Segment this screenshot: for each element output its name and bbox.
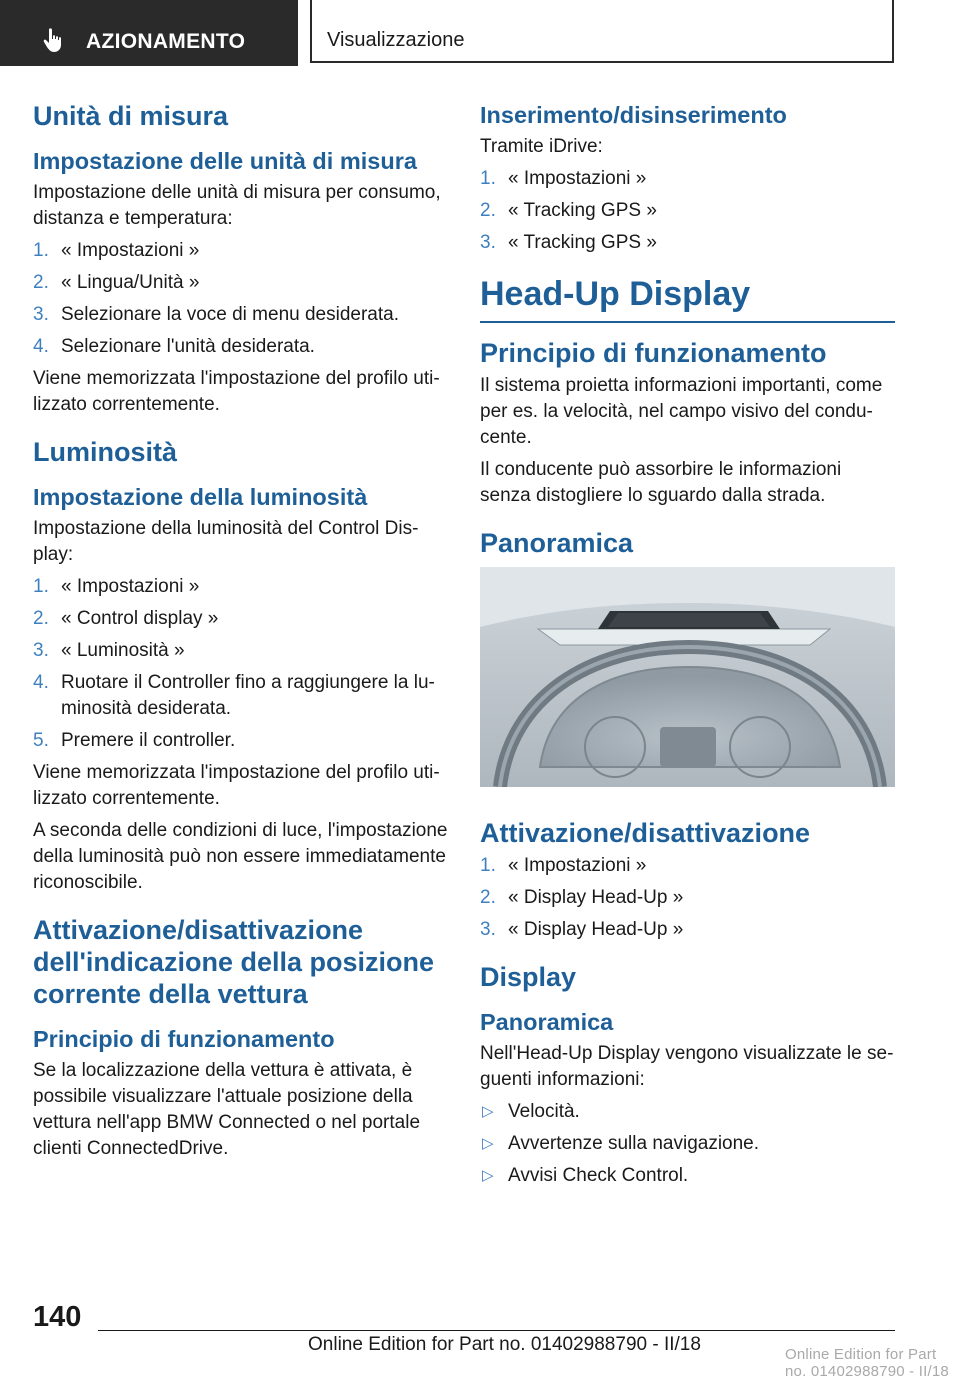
triangle-bullet-icon: ▷ bbox=[482, 1135, 494, 1152]
page-header bbox=[0, 0, 960, 66]
list-item: 2. « Display Head-Up » bbox=[480, 887, 684, 908]
right-column bbox=[480, 100, 895, 1195]
footer-edition: Online Edition for Part no. 01402988790 - II/18 bbox=[308, 1334, 701, 1355]
page-number: 140 bbox=[33, 1301, 82, 1333]
left-column bbox=[33, 100, 448, 1168]
units-steps bbox=[33, 238, 448, 360]
brightness-intro: Impostazione della luminosità del Control Display: bbox=[33, 518, 419, 565]
toggle-intro: Tramite iDrive: bbox=[480, 136, 603, 157]
units-heading: Unità di misura bbox=[33, 101, 229, 131]
brightness-steps bbox=[33, 574, 448, 754]
section-title: AZIONAMENTO bbox=[86, 30, 246, 53]
brightness-note-1: Viene memorizzata l'impostazione del profilo utilizzato correntemente. bbox=[33, 762, 440, 809]
principle-heading: Principio di funzionamento bbox=[480, 338, 827, 368]
position-heading: Attivazione/disattivazione dell'indicazione della posizione corrente della vettura bbox=[33, 915, 434, 1009]
topic-tab bbox=[310, 0, 894, 63]
list-item: 2. « Lingua/Unità » bbox=[33, 272, 200, 293]
hud-heading: Head-Up Display bbox=[480, 274, 895, 323]
hud-dashboard-image bbox=[480, 567, 895, 787]
display-heading: Display bbox=[480, 962, 577, 992]
overview-heading: Panoramica bbox=[480, 528, 634, 558]
list-item: 5. Premere il controller. bbox=[33, 730, 236, 751]
triangle-bullet-icon: ▷ bbox=[482, 1167, 494, 1184]
units-intro: Impostazione delle unità di misura per consumo, distanza e temperatura: bbox=[33, 182, 441, 229]
principle-text-2: Il conducente può assorbire le informazioni senza distogliere lo sguardo dalla strada. bbox=[480, 459, 842, 506]
list-item: 1. « Impostazioni » bbox=[33, 240, 200, 261]
footer-divider bbox=[98, 1330, 895, 1331]
list-item: 2. « Tracking GPS » bbox=[480, 200, 657, 221]
watermark: Online Edition for Part no. 01402988790 - II/18 bbox=[785, 1346, 949, 1380]
list-item: 1. « Impostazioni » bbox=[33, 576, 200, 597]
activation-heading: Attivazione/disattivazione bbox=[480, 818, 811, 848]
list-item: 1. « Impostazioni » bbox=[480, 855, 647, 876]
list-item: ▷ Avvisi Check Control. bbox=[480, 1163, 895, 1189]
list-item: 4. Selezionare l'unità desiderata. bbox=[33, 336, 315, 357]
list-item: 3. « Tracking GPS » bbox=[480, 232, 657, 253]
list-item: 3. « Luminosità » bbox=[33, 640, 185, 661]
brightness-subheading: Impostazione della luminosità bbox=[33, 484, 368, 510]
topic-title: Visualizzazione bbox=[327, 29, 465, 51]
list-item: ▷ Avvertenze sulla navigazione. bbox=[480, 1131, 895, 1157]
list-item: ▷ Velocità. bbox=[480, 1099, 895, 1125]
principle-text-1: Il sistema proietta informazioni importanti, come per es. la velocità, nel campo visivo del conducente. bbox=[480, 375, 883, 448]
display-intro: Nell'Head-Up Display vengono visualizzate le seguenti informazioni: bbox=[480, 1043, 894, 1090]
section-tab bbox=[0, 0, 298, 66]
display-items bbox=[480, 1099, 895, 1189]
units-subheading: Impostazione delle unità di misura bbox=[33, 148, 417, 174]
units-note: Viene memorizzata l'impostazione del profilo utilizzato correntemente. bbox=[33, 368, 440, 415]
list-item: 1. « Impostazioni » bbox=[480, 168, 647, 189]
list-item: 3. Selezionare la voce di menu desiderata. bbox=[33, 304, 399, 325]
position-text: Se la localizzazione della vettura è attivata, è possibile visualizzare l'attuale posizione della vettura nell'app BMW Connected o nel portale clienti ConnectedDrive. bbox=[33, 1060, 421, 1159]
hand-pointer-icon bbox=[40, 27, 66, 53]
display-subheading: Panoramica bbox=[480, 1009, 614, 1035]
list-item: 2. « Control display » bbox=[33, 608, 219, 629]
toggle-steps bbox=[480, 166, 895, 256]
position-subheading: Principio di funzionamento bbox=[33, 1026, 335, 1052]
list-item: 3. « Display Head-Up » bbox=[480, 919, 684, 940]
list-item: 4. Ruotare il Controller fino a raggiungere la luminosità desiderata. bbox=[33, 672, 435, 719]
toggle-heading: Inserimento/disinserimento bbox=[480, 102, 787, 128]
triangle-bullet-icon: ▷ bbox=[482, 1103, 494, 1120]
brightness-note-2: A seconda delle condizioni di luce, l'impostazione della luminosità può non essere immediatamente riconoscibile. bbox=[33, 820, 448, 893]
activation-steps bbox=[480, 853, 895, 943]
brightness-heading: Luminosità bbox=[33, 437, 178, 467]
